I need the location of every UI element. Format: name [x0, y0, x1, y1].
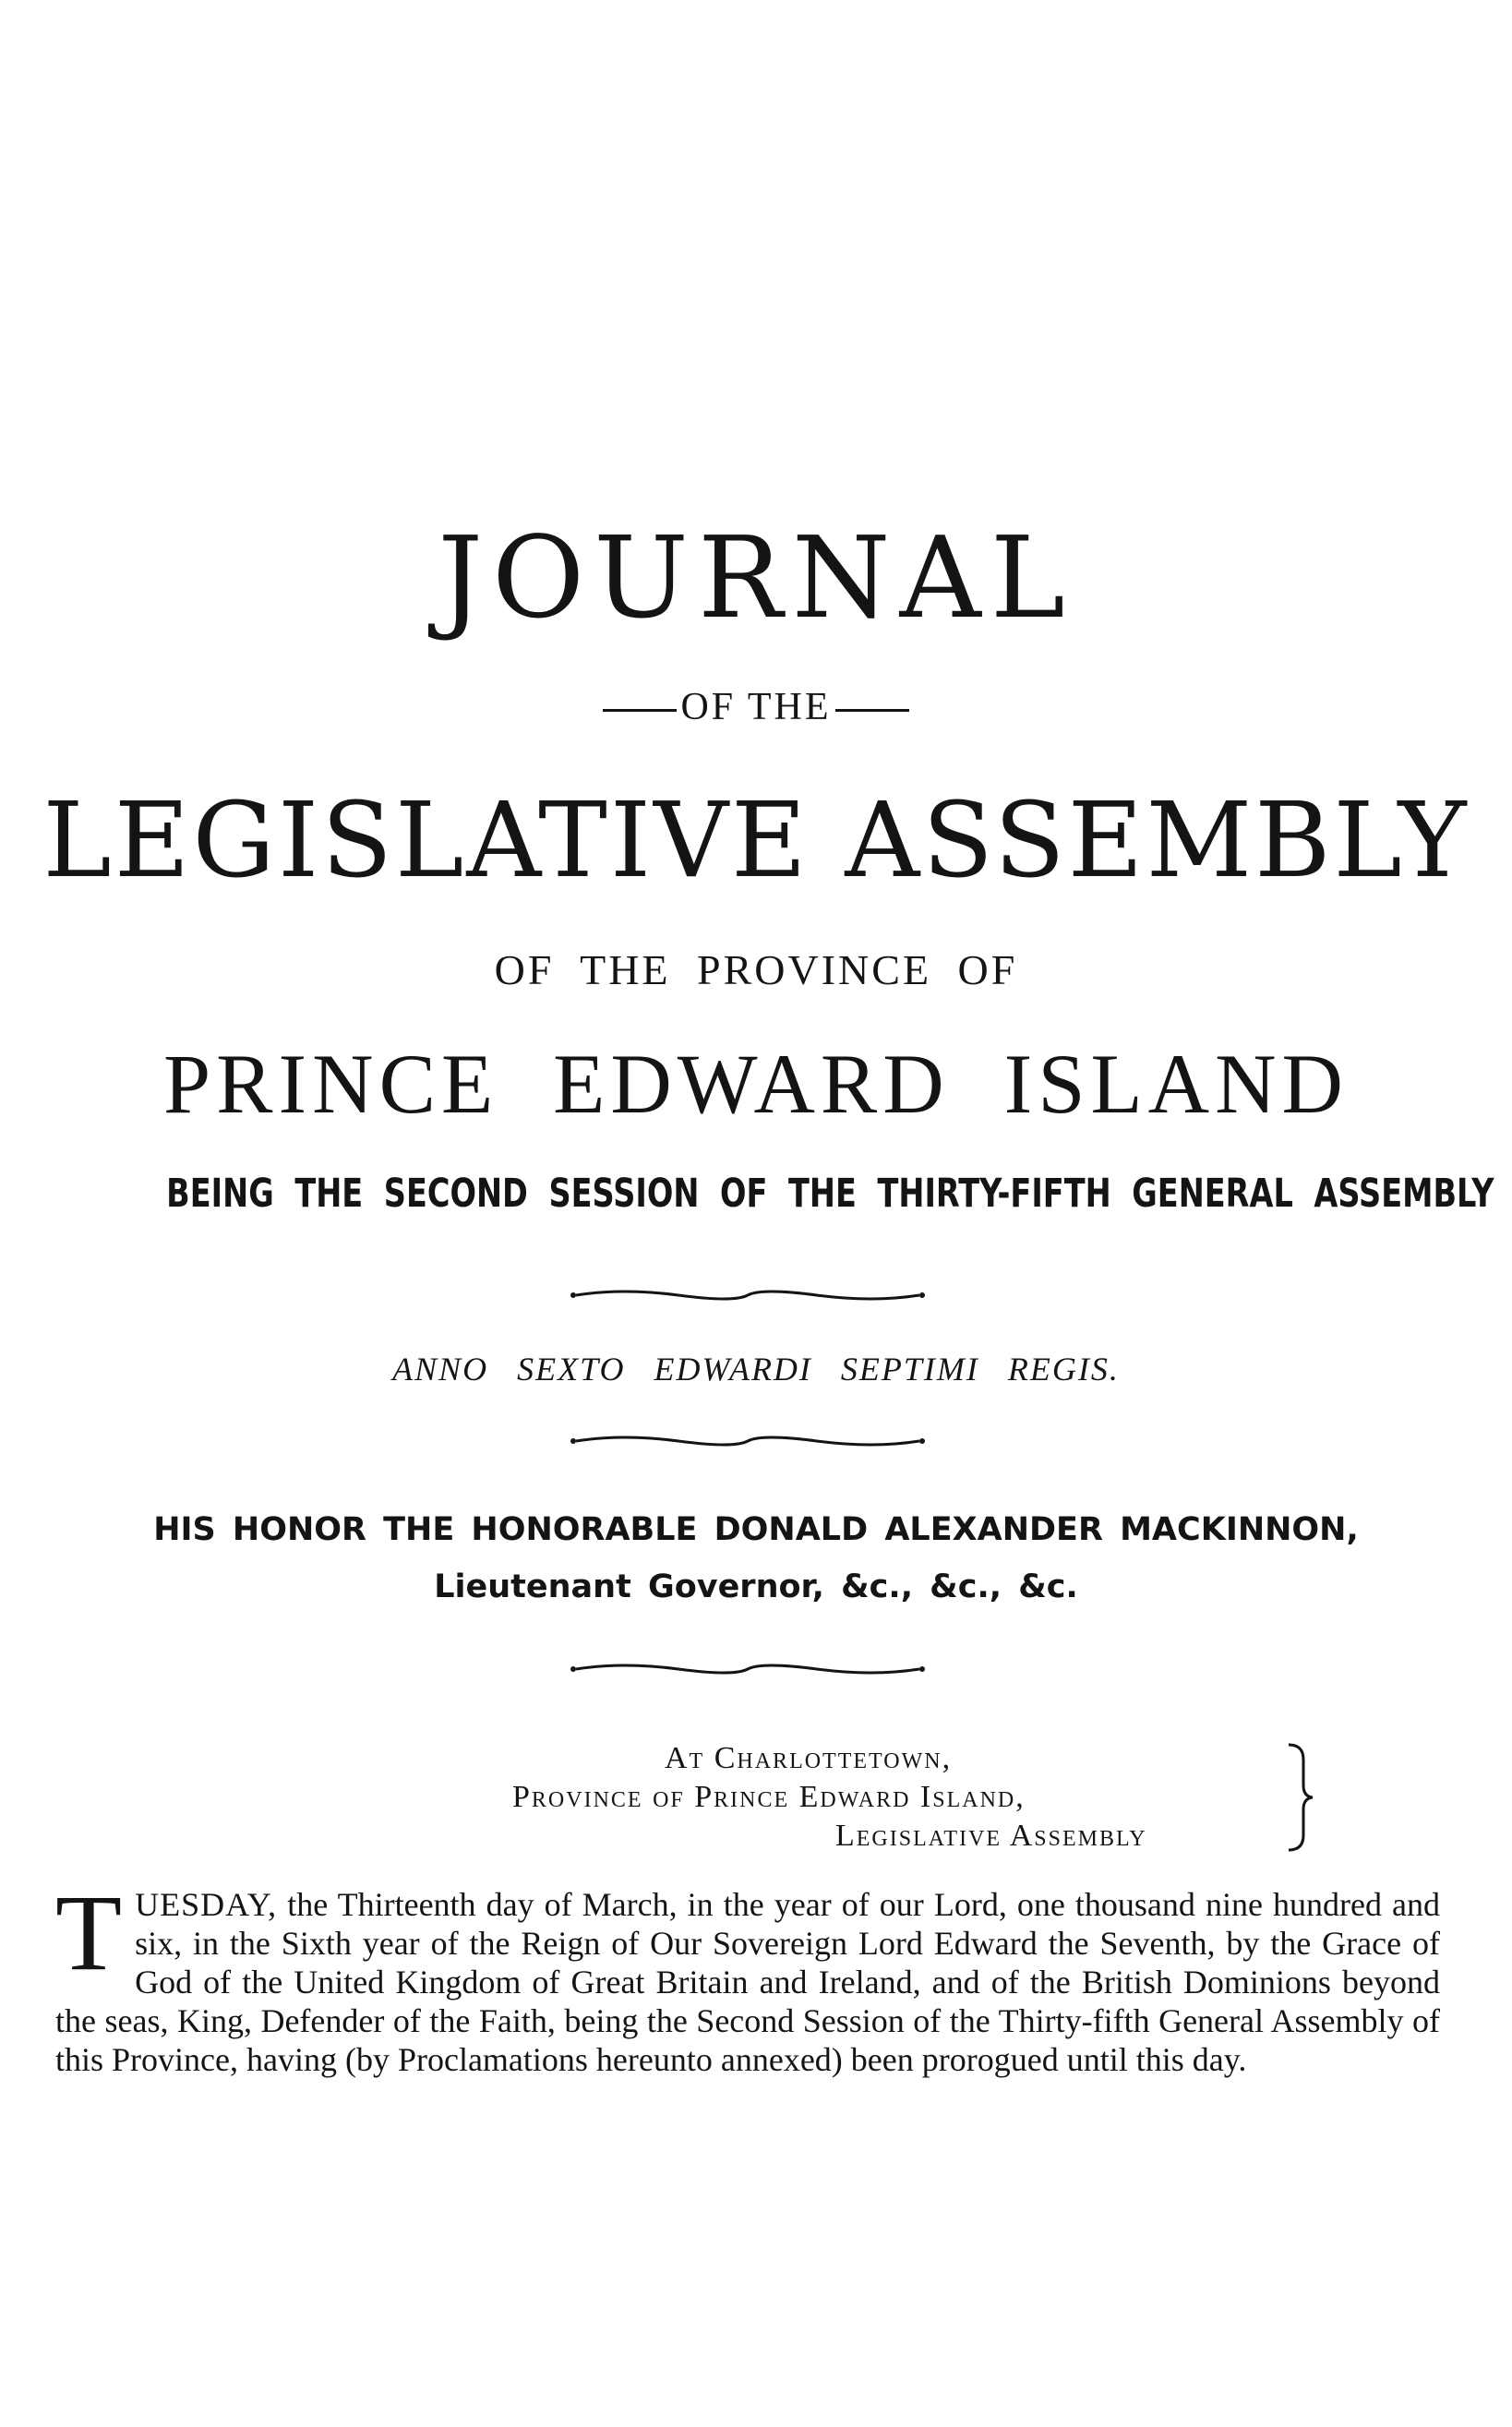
left-rule [603, 709, 677, 712]
ornament-divider-1 [568, 1286, 928, 1304]
ornament-divider-2 [568, 1432, 928, 1450]
anno-regnal-line: ANNO SEXTO EDWARDI SEPTIMI REGIS. [392, 1351, 1120, 1388]
place-line-1: At Charlottetown, [665, 1741, 953, 1775]
journal-heading: JOURNAL [438, 512, 1074, 643]
opening-paragraph [55, 1872, 1440, 2079]
right-rule [835, 709, 909, 712]
lead-word: UESDAY, [135, 1886, 278, 1923]
place-line-2: Province of Prince Edward Island, [512, 1780, 1026, 1814]
governor-title-line: Lieutenant Governor, &c., &c., &c. [434, 1568, 1078, 1605]
right-brace [1281, 1741, 1318, 1854]
place-line-3: Legislative Assembly [835, 1819, 1147, 1853]
of-the-text: OF THE [680, 686, 832, 728]
ornament-divider-3 [568, 1660, 928, 1678]
drop-cap: T [55, 1872, 123, 1993]
session-line: BEING THE SECOND SESSION OF THE THIRTY-FIFTH GENERAL ASSEMBLY [166, 1171, 1494, 1217]
paragraph-text: the Thirteenth day of March, in the year of our Lord, one thousand nine hundred and six, in the Sixth year of the Reign of Our Sovereign Lord Edward the Seventh, by the Grace of God of the United Kingdom of Great Britain and Ireland, and of the British Dominions beyond the seas, King, Defender of the Faith, being the Second Session of the Thirty-fifth General Assembly of this Province, having (by Proclamations hereunto annexed) been prorogued until this day. [55, 1886, 1440, 2078]
province-of-line: OF THE PROVINCE OF [494, 946, 1018, 993]
governor-name-line: HIS HONOR THE HONORABLE DONALD ALEXANDER MACKINNON, [153, 1511, 1359, 1548]
of-the-subheading [0, 688, 1512, 727]
assembly-heading: LEGISLATIVE ASSEMBLY [42, 781, 1470, 901]
province-name: PRINCE EDWARD ISLAND [163, 1037, 1349, 1131]
